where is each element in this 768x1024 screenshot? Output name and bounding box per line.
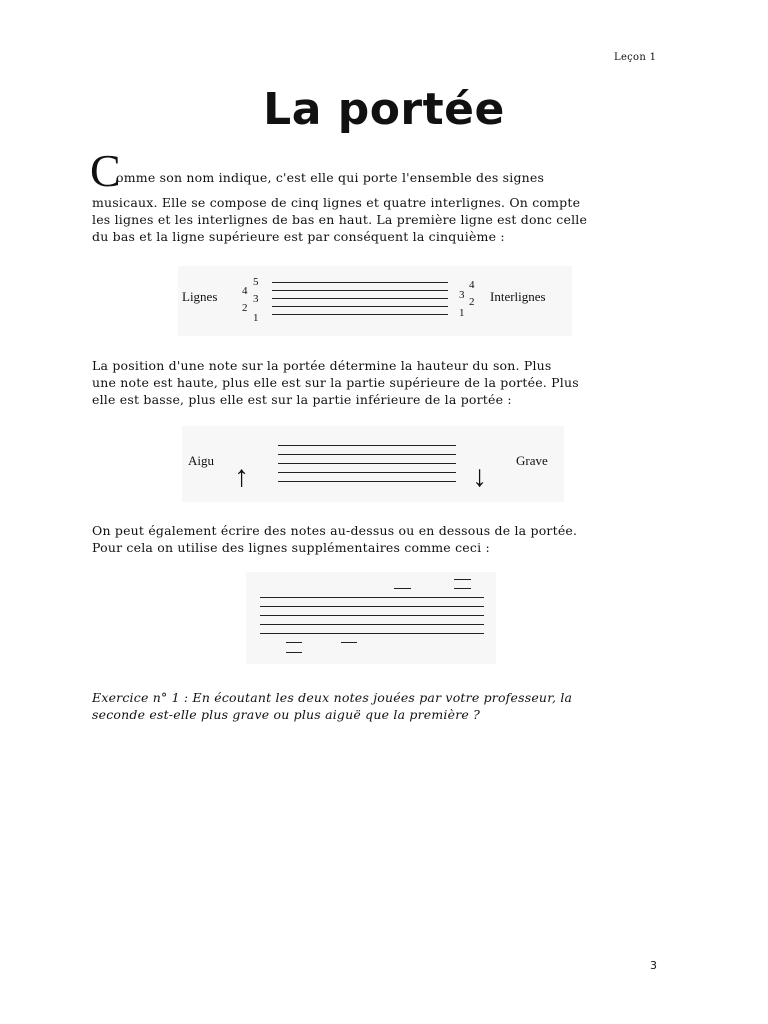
lesson-header: Leçon 1 [614,52,657,63]
ledger-line [286,642,302,643]
ledger-lines-figure [246,572,496,664]
para3-line-2: Pour cela on utilise des lignes supplémentaires comme ceci : [92,540,490,555]
staff-line [272,306,448,307]
staff-line [272,298,448,299]
ledger-line [341,642,357,643]
staff-lines-figure [178,266,572,336]
staff-line [278,472,456,473]
up-arrow-icon: ↑ [234,460,249,493]
staff-line [260,597,484,598]
ledger-line [394,588,411,589]
staff-line [278,445,456,446]
line-number-5: 5 [253,276,259,288]
down-arrow-icon: ↓ [472,460,487,493]
drop-cap: C [90,145,121,196]
space-number-1: 1 [459,307,465,319]
line-number-4: 4 [242,285,248,297]
pitch-direction-figure [182,426,564,502]
para2-line-2: une note est haute, plus elle est sur la partie supérieure de la portée. Plus [92,375,579,390]
para2-line-3: elle est basse, plus elle est sur la partie inférieure de la portée : [92,392,512,407]
staff-line [260,606,484,607]
intro-line-2: musicaux. Elle se compose de cinq lignes et quatre interlignes. On compte [92,195,581,210]
intro-line-3: les lignes et les interlignes de bas en haut. La première ligne est donc celle [92,212,588,227]
line-number-1: 1 [253,312,259,324]
staff-line [272,290,448,291]
low-label: Grave [516,453,548,468]
intro-line-4: du bas et la ligne supérieure est par conséquent la cinquième : [92,229,505,244]
staff-line [272,314,448,315]
staff-line [260,633,484,634]
ledger-line [286,652,302,653]
space-number-3: 3 [459,289,465,301]
space-number-2: 2 [469,296,475,308]
page-number: 3 [650,959,657,972]
staff-line [278,481,456,482]
exercise-line-1: Exercice n° 1 : En écoutant les deux notes jouées par votre professeur, la [92,690,573,705]
lines-label: Lignes [182,289,218,304]
staff-line [278,463,456,464]
staff-line [260,615,484,616]
line-number-3: 3 [253,293,259,305]
intro-line-1: omme son nom indique, c'est elle qui porte l'ensemble des signes [116,170,545,185]
para3-line-1: On peut également écrire des notes au-dessus ou en dessous de la portée. [92,523,578,538]
ledger-line [454,588,471,589]
para2-line-1: La position d'une note sur la portée détermine la hauteur du son. Plus [92,358,552,373]
spaces-label: Interlignes [490,289,546,304]
high-label: Aigu [188,453,214,468]
staff-line [278,454,456,455]
ledger-line [454,579,471,580]
line-number-2: 2 [242,302,248,314]
staff-line [260,624,484,625]
page-title: La portée [263,84,505,135]
staff-line [272,282,448,283]
exercise-line-2: seconde est-elle plus grave ou plus aiguë que la première ? [92,707,481,722]
space-number-4: 4 [469,279,475,291]
